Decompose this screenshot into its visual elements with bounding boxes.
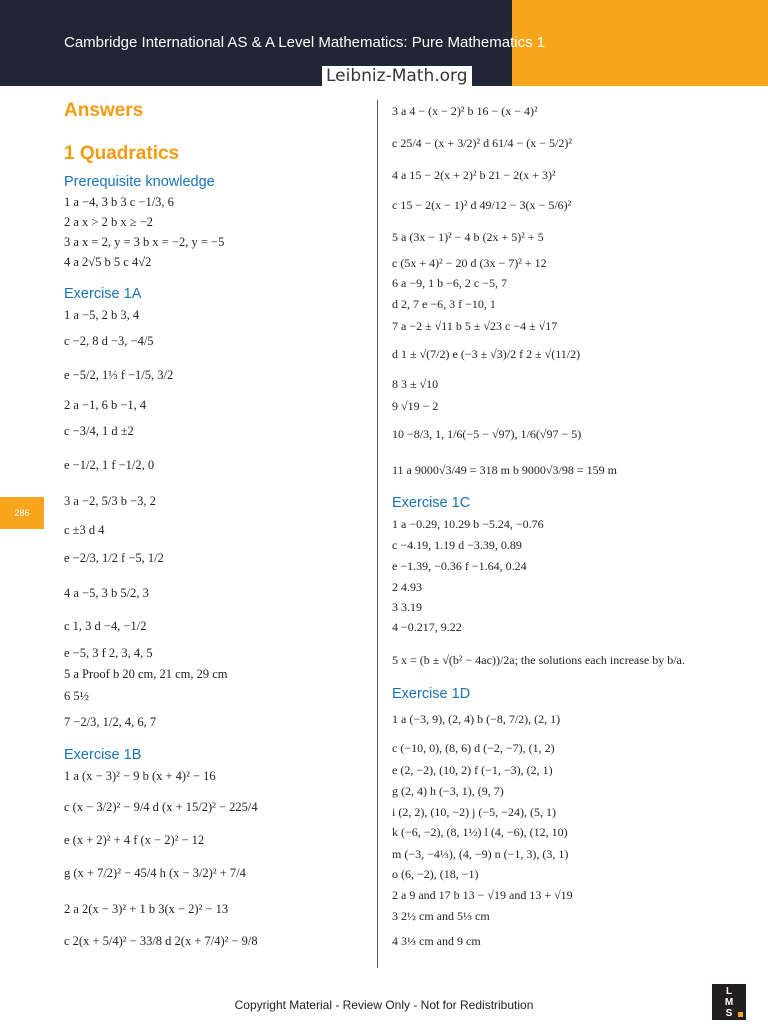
answer-line: 6 a −9, 1 b −6, 2 c −5, 7: [392, 276, 507, 290]
answer-line: e −2/3, 1/2 f −5, 1/2: [64, 551, 164, 565]
answer-line: 4 a −5, 3 b 5/2, 3: [64, 586, 149, 600]
answer-line: e −5, 3 f 2, 3, 4, 5: [64, 646, 153, 660]
answers-heading: Answers: [64, 100, 144, 121]
answer-line: g (2, 4) h (−3, 1), (9, 7): [392, 784, 504, 798]
answer-line: c 1, 3 d −4, −1/2: [64, 619, 147, 633]
answer-line: d 1 ± √(7/2) e (−3 ± √3)/2 f 2 ± √(11/2): [392, 347, 581, 361]
answer-line: e −1.39, −0.36 f −1.64, 0.24: [392, 559, 527, 573]
answer-line: 2 a x > 2 b x ≥ −2: [64, 215, 154, 229]
answer-line: i (2, 2), (10, −2) j (−5, −24), (5, 1): [392, 805, 556, 819]
logo-letter: S: [725, 1007, 733, 1019]
exercise-1d-heading: Exercise 1D: [392, 686, 471, 702]
answer-line: o (6, −2), (18, −1): [392, 867, 479, 881]
answer-line: k (−6, −2), (8, 1½) l (4, −6), (12, 10): [392, 825, 568, 839]
logo-letter: M: [724, 996, 734, 1008]
logo-accent: [738, 1012, 743, 1017]
answer-line: 2 a −1, 6 b −1, 4: [64, 398, 147, 412]
answer-line: 1 a (x − 3)² − 9 b (x + 4)² − 16: [64, 769, 216, 783]
answer-line: c 25/4 − (x + 3/2)² d 61/4 − (x − 5/2)²: [392, 136, 572, 150]
answer-line: 2 a 2(x − 3)² + 1 b 3(x − 2)² − 13: [64, 902, 229, 916]
answer-line: c (5x + 4)² − 20 d (3x − 7)² + 12: [392, 256, 547, 270]
answer-line: c −2, 8 d −3, −4/5: [64, 334, 154, 348]
answer-line: 9 √19 − 2: [392, 399, 439, 413]
answer-line: 3 a x = 2, y = 3 b x = −2, y = −5: [64, 235, 225, 249]
answer-line: 1 a −0.29, 10.29 b −5.24, −0.76: [392, 517, 544, 531]
answer-line: e (x + 2)² + 4 f (x − 2)² − 12: [64, 833, 205, 847]
lms-logo: [712, 984, 746, 1020]
exercise-1c-heading: Exercise 1C: [392, 495, 471, 511]
answer-line: 7 −2/3, 1/2, 4, 6, 7: [64, 715, 157, 729]
answer-line: 1 a −5, 2 b 3, 4: [64, 308, 140, 322]
answer-line: c (x − 3/2)² − 9/4 d (x + 15/2)² − 225/4: [64, 800, 258, 814]
answer-line: 3 2½ cm and 5⅓ cm: [392, 909, 490, 923]
answer-line: e (2, −2), (10, 2) f (−1, −3), (2, 1): [392, 763, 553, 777]
answer-line: e −5/2, 1⅓ f −1/5, 3/2: [64, 368, 174, 382]
chapter-heading: 1 Quadratics: [64, 143, 180, 164]
answer-line: 10 −8/3, 1, 1/6(−5 − √97), 1/6(√97 − 5): [392, 427, 582, 441]
answer-line: 5 a Proof b 20 cm, 21 cm, 29 cm: [64, 667, 228, 681]
answer-line: m (−3, −4⅓), (4, −9) n (−1, 3), (3, 1): [392, 847, 569, 861]
book-title: Cambridge International AS & A Level Mathematics: Pure Mathematics 1: [64, 34, 546, 51]
answer-line: c 15 − 2(x − 1)² d 49/12 − 3(x − 5/6)²: [392, 198, 572, 212]
answer-line: 5 a (3x − 1)² − 4 b (2x + 5)² + 5: [392, 230, 544, 244]
answer-line: 7 a −2 ± √11 b 5 ± √23 c −4 ± √17: [392, 319, 558, 333]
answer-line: 1 a (−3, 9), (2, 4) b (−8, 7/2), (2, 1): [392, 712, 561, 726]
answer-line: 4 a 2√5 b 5 c 4√2: [64, 255, 152, 269]
prereq-heading: Prerequisite knowledge: [64, 174, 215, 190]
logo-letter: L: [725, 985, 733, 997]
answer-line: 2 a 9 and 17 b 13 − √19 and 13 + √19: [392, 888, 573, 902]
header-accent: [512, 0, 768, 86]
answer-line: 3 a −2, 5/3 b −3, 2: [64, 494, 156, 508]
watermark: Leibniz-Math.org: [322, 66, 472, 86]
answer-line: c (−10, 0), (8, 6) d (−2, −7), (1, 2): [392, 741, 555, 755]
answer-line: 11 a 9000√3/49 = 318 m b 9000√3/98 = 159 m: [392, 463, 617, 477]
exercise-1b-heading: Exercise 1B: [64, 747, 142, 763]
answer-line: c ±3 d 4: [64, 523, 105, 537]
answer-line: c −3/4, 1 d ±2: [64, 424, 134, 438]
copyright-footer: Copyright Material - Review Only - Not for Redistribution: [234, 998, 534, 1012]
answer-line: g (x + 7/2)² − 45/4 h (x − 3/2)² + 7/4: [64, 866, 246, 880]
answer-line: 2 4.93: [392, 580, 422, 594]
answer-line: d 2, 7 e −6, 3 f −10, 1: [392, 297, 496, 311]
answer-line: 1 a −4, 3 b 3 c −1/3, 6: [64, 195, 174, 209]
answer-line: 3 3.19: [392, 600, 422, 614]
answer-line: 4 −0.217, 9.22: [392, 620, 462, 634]
column-divider: [377, 100, 378, 968]
exercise-1a-heading: Exercise 1A: [64, 286, 142, 302]
answer-line: 6 5½: [64, 689, 89, 703]
answer-line: 4 3⅓ cm and 9 cm: [392, 934, 481, 948]
answer-line: c 2(x + 5/4)² − 33/8 d 2(x + 7/4)² − 9/8: [64, 934, 258, 948]
answer-line: 3 a 4 − (x − 2)² b 16 − (x − 4)²: [392, 104, 538, 118]
answer-line: 4 a 15 − 2(x + 2)² b 21 − 2(x + 3)²: [392, 168, 556, 182]
answer-line: e −1/2, 1 f −1/2, 0: [64, 458, 155, 472]
page-number: 286: [0, 497, 44, 529]
answer-line: c −4.19, 1.19 d −3.39, 0.89: [392, 538, 522, 552]
answer-line: 8 3 ± √10: [392, 377, 439, 391]
answer-line: 5 x = (b ± √(b² − 4ac))/2a; the solutions each increase by b/a.: [392, 653, 685, 667]
